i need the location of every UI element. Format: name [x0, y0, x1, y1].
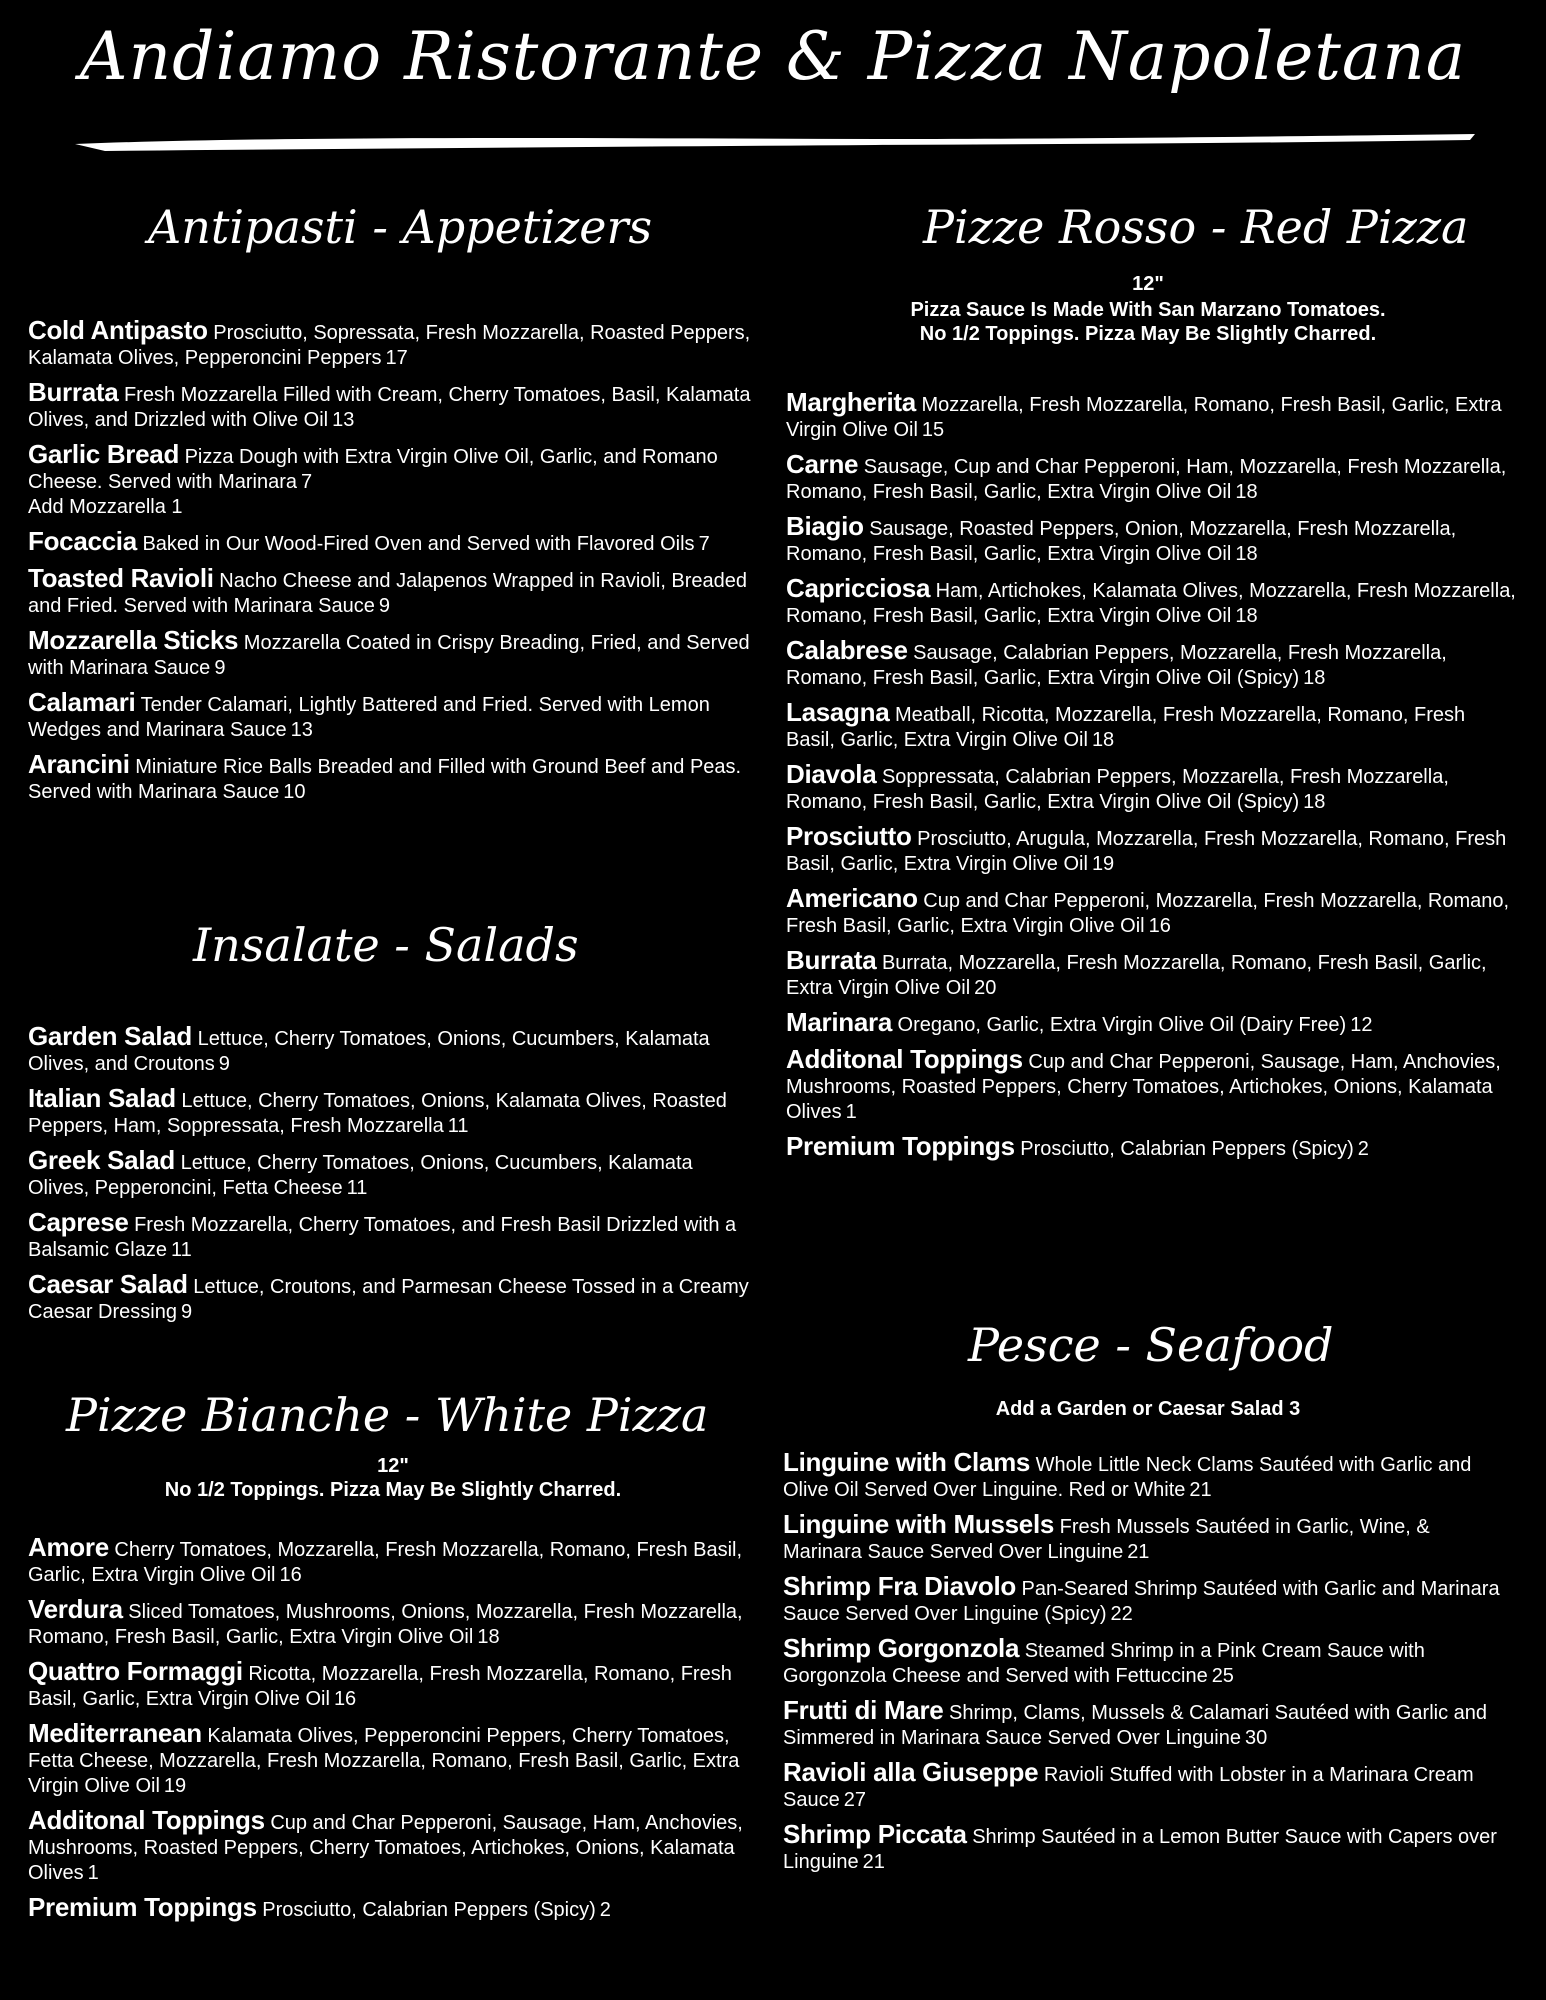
menu-item-name: Garden Salad — [28, 1021, 193, 1051]
antipasti-heading: Antipasti - Appetizers — [148, 200, 653, 254]
menu-item — [786, 945, 1516, 1001]
menu-item — [786, 511, 1516, 567]
menu-item — [28, 1656, 758, 1712]
menu-item-price: 18 — [477, 1626, 500, 1648]
menu-item — [28, 625, 758, 681]
menu-item-name: Burrata — [28, 377, 119, 407]
menu-item-name: Carne — [786, 449, 859, 479]
menu-item-price: 1 — [845, 1101, 857, 1123]
menu-item-name: Shrimp Fra Diavolo — [783, 1571, 1016, 1601]
menu-item — [786, 883, 1516, 939]
menu-item — [28, 1083, 758, 1139]
menu-item-name: Greek Salad — [28, 1145, 176, 1175]
menu-item-name: Premium Toppings — [28, 1892, 257, 1922]
restaurant-name: Andiamo Ristorante & Pizza Napoletana — [79, 18, 1467, 95]
menu-item-name: Diavola — [786, 759, 877, 789]
pesce-heading: Pesce - Seafood — [968, 1318, 1334, 1372]
menu-item — [786, 573, 1516, 629]
menu-item-name: Mediterranean — [28, 1718, 202, 1748]
brush-stroke-divider — [75, 132, 1475, 154]
menu-item — [786, 821, 1516, 877]
menu-item-name: Mozzarella Sticks — [28, 625, 239, 655]
menu-item-price: 12 — [1350, 1014, 1373, 1036]
menu-item-price: 9 — [218, 1053, 230, 1075]
menu-item-price: 19 — [163, 1775, 187, 1797]
menu-item-name: Lasagna — [786, 697, 890, 727]
menu-item — [786, 697, 1516, 753]
menu-item — [783, 1757, 1513, 1813]
menu-item-name: Italian Salad — [28, 1083, 176, 1113]
bianche-size: 12" — [377, 1455, 409, 1477]
menu-item-name: Margherita — [786, 387, 916, 417]
menu-item-name: Amore — [28, 1532, 109, 1562]
menu-item — [28, 1021, 758, 1077]
menu-item-price: 10 — [283, 781, 306, 803]
insalate-list — [28, 1021, 758, 1334]
menu-item-description: Prosciutto, Calabrian Peppers (Spicy) — [262, 1899, 596, 1921]
menu-item-price: 19 — [1091, 853, 1115, 875]
menu-item-price: 1 — [87, 1862, 99, 1884]
menu-item — [786, 759, 1516, 815]
menu-item-description: Sausage, Cup and Char Pepperoni, Ham, Mozzarella, Fresh Mozzarella, Romano, Fresh Basil, Garlic, Extra Virgin Olive Oil — [786, 456, 1507, 503]
menu-item — [783, 1633, 1513, 1689]
menu-item-description: Whole Little Neck Clams Sautéed with Garlic and Olive Oil Served Over Linguine. Red or White — [783, 1454, 1472, 1501]
menu-item-price: 9 — [214, 657, 226, 679]
menu-item-name: Premium Toppings — [786, 1131, 1015, 1161]
menu-item-name: Garlic Bread — [28, 439, 180, 469]
menu-item — [28, 1594, 758, 1650]
menu-item — [28, 377, 758, 433]
menu-item-description: Tender Calamari, Lightly Battered and Fried. Served with Lemon Wedges and Marinara Sauce — [28, 694, 710, 741]
rosso-size: 12" — [1132, 273, 1164, 295]
menu-item-addon: Add Mozzarella 1 — [28, 496, 183, 518]
menu-item — [786, 635, 1516, 691]
menu-item — [28, 526, 758, 557]
menu-item-description: Fresh Mussels Sautéed in Garlic, Wine, & Marinara Sauce Served Over Linguine — [783, 1516, 1430, 1563]
menu-item-price: 16 — [1148, 915, 1171, 937]
menu-item-price: 11 — [346, 1177, 368, 1199]
antipasti-list — [28, 315, 758, 814]
menu-item — [28, 1269, 758, 1325]
menu-item-name: Additonal Toppings — [28, 1805, 265, 1835]
menu-item-description: Shrimp, Clams, Mussels & Calamari Sautéed with Garlic and Simmered in Marinara Sauce Served Over Linguine — [783, 1702, 1488, 1749]
menu-item-price: 7 — [301, 471, 313, 493]
menu-item-name: Additonal Toppings — [786, 1044, 1023, 1074]
menu-item-price: 21 — [1189, 1479, 1212, 1501]
menu-item-name: Calabrese — [786, 635, 908, 665]
menu-item — [783, 1509, 1513, 1565]
menu-item-price: 11 — [170, 1239, 192, 1261]
menu-item-name: Ravioli alla Giuseppe — [783, 1757, 1039, 1787]
menu-item-name: Toasted Ravioli — [28, 563, 214, 593]
menu-item-name: Prosciutto — [786, 821, 912, 851]
bianche-heading: Pizze Bianche - White Pizza — [66, 1388, 709, 1442]
menu-item-price: 9 — [378, 595, 390, 617]
menu-item — [28, 1805, 758, 1886]
menu-item — [783, 1695, 1513, 1751]
menu-item-price: 22 — [1110, 1603, 1133, 1625]
menu-item-description: Mozzarella Coated in Crispy Breading, Fried, and Served with Marinara Sauce — [28, 632, 750, 679]
menu-item-description: Cherry Tomatoes, Mozzarella, Fresh Mozzarella, Romano, Fresh Basil, Garlic, Extra Virgin Olive Oil — [28, 1539, 743, 1586]
menu-item-price: 30 — [1245, 1727, 1268, 1749]
menu-item — [783, 1447, 1513, 1503]
menu-item-name: Quattro Formaggi — [28, 1656, 243, 1686]
menu-item-price: 18 — [1235, 543, 1258, 565]
menu-item — [28, 1207, 758, 1263]
menu-item-description: Steamed Shrimp in a Pink Cream Sauce with Gorgonzola Cheese and Served with Fettuccine — [783, 1640, 1425, 1687]
menu-item-description: Burrata, Mozzarella, Fresh Mozzarella, Romano, Fresh Basil, Garlic, Extra Virgin Olive Oil — [786, 952, 1487, 999]
menu-item-price: 20 — [974, 977, 997, 999]
menu-item — [28, 563, 758, 619]
menu-item-price: 18 — [1235, 605, 1258, 627]
menu-item — [28, 687, 758, 743]
menu-item-price: 21 — [1127, 1541, 1150, 1563]
menu-item-name: Capricciosa — [786, 573, 931, 603]
menu-item-description: Lettuce, Croutons, and Parmesan Cheese Tossed in a Creamy Caesar Dressing — [28, 1276, 749, 1323]
menu-item-price: 18 — [1303, 791, 1326, 813]
menu-item-description: Sausage, Calabrian Peppers, Mozzarella, Fresh Mozzarella, Romano, Fresh Basil, Garlic, Extra Virgin Olive Oil (Spicy) — [786, 642, 1447, 689]
menu-item — [786, 1007, 1516, 1038]
menu-item-name: Verdura — [28, 1594, 123, 1624]
menu-item-name: Focaccia — [28, 526, 137, 556]
menu-item-description: Prosciutto, Sopressata, Fresh Mozzarella, Roasted Peppers, Kalamata Olives, Pepperoncini Peppers — [28, 322, 751, 369]
menu-item — [786, 1044, 1516, 1125]
rosso-note-2: No 1/2 Toppings. Pizza May Be Slightly Charred. — [919, 323, 1377, 345]
menu-item-price: 13 — [290, 719, 313, 741]
bianche-note: No 1/2 Toppings. Pizza May Be Slightly Charred. — [164, 1479, 622, 1501]
rosso-list — [786, 387, 1516, 1171]
menu-item-description: Cup and Char Pepperoni, Mozzarella, Fresh Mozzarella, Romano, Fresh Basil, Garlic, Extra Virgin Olive Oil — [786, 890, 1510, 937]
menu-item-description: Shrimp Sautéed in a Lemon Butter Sauce with Capers over Linguine — [783, 1826, 1497, 1873]
menu-item — [28, 1145, 758, 1201]
menu-item-name: Frutti di Mare — [783, 1695, 944, 1725]
rosso-heading: Pizze Rosso - Red Pizza — [923, 200, 1469, 254]
menu-item-description: Lettuce, Cherry Tomatoes, Onions, Cucumbers, Kalamata Olives, Pepperoncini, Fetta Cheese — [28, 1152, 693, 1199]
menu-item-description: Pizza Dough with Extra Virgin Olive Oil, Garlic, and Romano Cheese. Served with Marinara — [28, 446, 718, 493]
menu-item-price: 21 — [862, 1851, 885, 1873]
menu-item-name: Shrimp Piccata — [783, 1819, 967, 1849]
menu-item — [28, 1892, 758, 1923]
menu-item-name: Marinara — [786, 1007, 892, 1037]
menu-item-name: Cold Antipasto — [28, 315, 208, 345]
menu-item-description: Ham, Artichokes, Kalamata Olives, Mozzarella, Fresh Mozzarella, Romano, Fresh Basil, Garlic, Extra Virgin Olive Oil — [786, 580, 1516, 627]
menu-item-price: 18 — [1303, 667, 1326, 689]
menu-item-price: 25 — [1211, 1665, 1234, 1687]
menu-item-name: Americano — [786, 883, 918, 913]
rosso-note-1: Pizza Sauce Is Made With San Marzano Tomatoes. — [910, 299, 1386, 321]
menu-item-price: 13 — [332, 409, 355, 431]
menu-item-description: Ravioli Stuffed with Lobster in a Marinara Cream Sauce — [783, 1764, 1474, 1811]
pesce-list — [783, 1447, 1513, 1884]
menu-item-name: Burrata — [786, 945, 877, 975]
menu-item-description: Fresh Mozzarella Filled with Cream, Cherry Tomatoes, Basil, Kalamata Olives, and Drizzled with Olive Oil — [28, 384, 751, 431]
menu-item — [783, 1571, 1513, 1627]
menu-item-description: Sliced Tomatoes, Mushrooms, Onions, Mozzarella, Fresh Mozzarella, Romano, Fresh Basil, Garlic, Extra Virgin Olive Oil — [28, 1601, 743, 1648]
menu-item-description: Cup and Char Pepperoni, Sausage, Ham, Anchovies, Mushrooms, Roasted Peppers, Cherry Tomatoes, Artichokes, Onions, Kalamata Olives — [786, 1051, 1501, 1123]
menu-item — [28, 1532, 758, 1588]
menu-item-description: Miniature Rice Balls Breaded and Filled with Ground Beef and Peas. Served with Marinara Sauce — [28, 756, 742, 803]
menu-item-description: Prosciutto, Arugula, Mozzarella, Fresh Mozzarella, Romano, Fresh Basil, Garlic, Extra Virgin Olive Oil — [786, 828, 1507, 875]
menu-item-name: Linguine with Clams — [783, 1447, 1031, 1477]
menu-item-description: Cup and Char Pepperoni, Sausage, Ham, Anchovies, Mushrooms, Roasted Peppers, Cherry Tomatoes, Artichokes, Onions, Kalamata Olives — [28, 1812, 743, 1884]
menu-item-description: Sausage, Roasted Peppers, Onion, Mozzarella, Fresh Mozzarella, Romano, Fresh Basil, Garlic, Extra Virgin Olive Oil — [786, 518, 1457, 565]
menu-item — [28, 749, 758, 805]
menu-item-description: Pan-Seared Shrimp Sautéed with Garlic and Marinara Sauce Served Over Linguine (Spicy) — [783, 1578, 1500, 1625]
menu-item-price: 18 — [1235, 481, 1258, 503]
menu-item-description: Lettuce, Cherry Tomatoes, Onions, Kalamata Olives, Roasted Peppers, Ham, Soppressata, Fresh Mozzarella — [28, 1090, 727, 1137]
menu-item-description: Nacho Cheese and Jalapenos Wrapped in Ravioli, Breaded and Fried. Served with Marinara Sauce — [28, 570, 748, 617]
menu-item-price: 16 — [333, 1688, 357, 1710]
menu-item-name: Arancini — [28, 749, 130, 779]
menu-item — [783, 1819, 1513, 1875]
menu-item — [28, 315, 758, 371]
menu-item-price: 7 — [698, 533, 710, 555]
menu-item — [786, 449, 1516, 505]
menu-item — [786, 387, 1516, 443]
menu-item-description: Kalamata Olives, Pepperoncini Peppers, Cherry Tomatoes, Fetta Cheese, Mozzarella, Fresh Mozzarella, Romano, Fresh Basil, Garlic, Extra Virgin Olive Oil — [28, 1725, 740, 1797]
menu-item-description: Soppressata, Calabrian Peppers, Mozzarella, Fresh Mozzarella, Romano, Fresh Basil, Garlic, Extra Virgin Olive Oil (Spicy) — [786, 766, 1449, 813]
menu-item-description: Ricotta, Mozzarella, Fresh Mozzarella, Romano, Fresh Basil, Garlic, Extra Virgin Olive Oil — [28, 1663, 732, 1710]
menu-item-description: Baked in Our Wood-Fired Oven and Served with Flavored Oils — [142, 533, 695, 555]
menu-item-description: Meatball, Ricotta, Mozzarella, Fresh Mozzarella, Romano, Fresh Basil, Garlic, Extra Virgin Olive Oil — [786, 704, 1466, 751]
bianche-list — [28, 1532, 758, 1932]
menu-item-price: 2 — [1357, 1138, 1369, 1160]
menu-item — [786, 1131, 1516, 1162]
menu-item-price: 2 — [599, 1899, 611, 1921]
menu-item-name: Caprese — [28, 1207, 129, 1237]
menu-item-name: Caesar Salad — [28, 1269, 188, 1299]
menu-item-description: Lettuce, Cherry Tomatoes, Onions, Cucumbers, Kalamata Olives, and Croutons — [28, 1028, 710, 1075]
menu-item-price: 15 — [921, 419, 945, 441]
menu-item-name: Linguine with Mussels — [783, 1509, 1055, 1539]
menu-item-name: Shrimp Gorgonzola — [783, 1633, 1020, 1663]
menu-item — [28, 439, 758, 520]
menu-item-price: 27 — [843, 1789, 866, 1811]
menu-item-price: 16 — [279, 1564, 302, 1586]
insalate-heading: Insalate - Salads — [193, 918, 579, 972]
menu-item-price: 9 — [180, 1301, 193, 1323]
menu-item — [28, 1718, 758, 1799]
pesce-note: Add a Garden or Caesar Salad 3 — [995, 1398, 1301, 1420]
menu-item-description: Fresh Mozzarella, Cherry Tomatoes, and Fresh Basil Drizzled with a Balsamic Glaze — [28, 1214, 737, 1261]
menu-item-description: Prosciutto, Calabrian Peppers (Spicy) — [1020, 1138, 1354, 1160]
menu-item-price: 11 — [447, 1115, 469, 1137]
menu-item-price: 18 — [1091, 729, 1115, 751]
menu-item-description: Oregano, Garlic, Extra Virgin Olive Oil (Dairy Free) — [897, 1014, 1347, 1036]
menu-item-description: Mozzarella, Fresh Mozzarella, Romano, Fresh Basil, Garlic, Extra Virgin Olive Oil — [786, 394, 1502, 441]
menu-item-price: 17 — [385, 347, 408, 369]
menu-item-name: Biagio — [786, 511, 864, 541]
menu-item-name: Calamari — [28, 687, 136, 717]
